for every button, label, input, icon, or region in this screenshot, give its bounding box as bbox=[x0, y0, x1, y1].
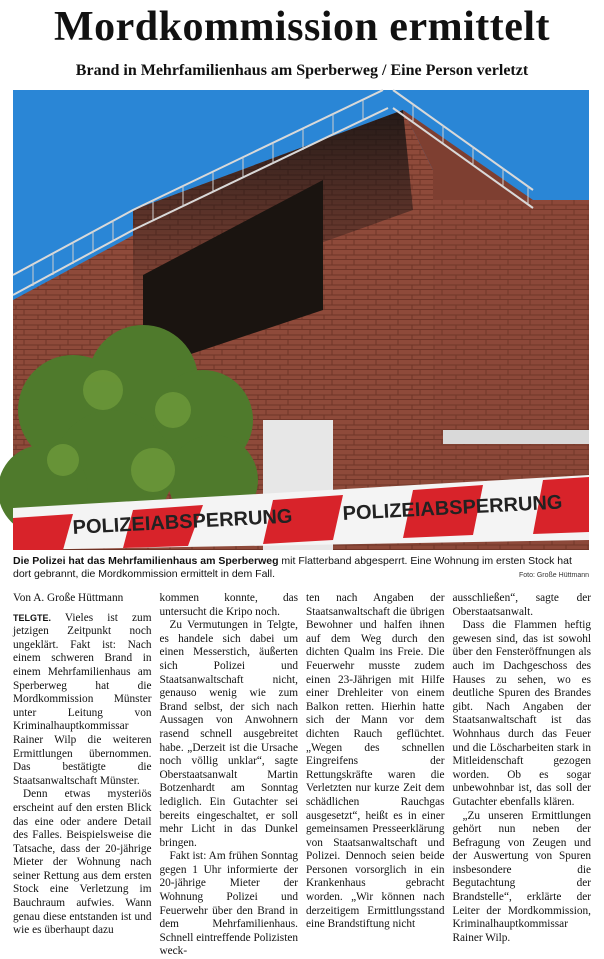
news-photo bbox=[13, 90, 589, 550]
paragraph: Dass die Flammen heftig gewesen sind, das ist sowohl über den Fensteröffnungen als auch im Dachgeschoss des Hauses zu sehen, wo es deutliche Spuren des Brandes gibt. Nach Angaben der Staatsanwaltschaft ist das Wohnhaus durch das Feuer und die Löscharbeiten stark in Mitleidenschaft gezogen worden. Ob es sogar unbewohnbar ist, das soll der Gutachter ebenfalls klären. bbox=[452, 619, 591, 808]
column-4 bbox=[452, 592, 592, 944]
paragraph: Fakt ist: Am frühen Sonntag gegen 1 Uhr informierte der 20-jährige Mieter der Wohnung Polizei und Feuerwehr über den Brand in dem Mehrfamilienhaus. Schnell eintreffende Polizisten weck- bbox=[159, 850, 298, 958]
paragraph: ausschließen“, sagte der Oberstaatsanwalt. bbox=[452, 592, 591, 618]
subheadline: Brand in Mehrfamilienhaus am Sperberweg / Eine Person verletzt bbox=[75, 62, 529, 79]
paragraph: Denn etwas mysteriös erscheint auf den ersten Blick das eine oder andere Detail des Falles. Beispielsweise die Tatsache, dass der 20-jährige Mieter der Wohnung nach seiner Rettung aus dem ersten Stock eine Verletzung im Bauchraum aufwies. Wann genau diese entstanden ist und wie es überhaupt dazu bbox=[13, 788, 152, 937]
tape-text: POLIZEIABSPERRUNG bbox=[72, 505, 293, 539]
byline: Von A. Große Hüttmann bbox=[13, 592, 124, 604]
photo-caption bbox=[13, 555, 589, 581]
caption-bold: Die Polizei hat das Mehrfamilienhaus am Sperberweg bbox=[13, 555, 279, 567]
caption-text: mit Flatterband abgesperrt. Eine Wohnung im ersten Stock hat dort gebrannt, die Mordkommission ermittelt in dem Fall. bbox=[13, 555, 572, 580]
headline: Mordkommission ermittelt bbox=[53, 4, 551, 50]
paragraph bbox=[13, 612, 152, 789]
column-2 bbox=[159, 592, 299, 958]
column-3 bbox=[306, 592, 445, 931]
tape-text-2: POLIZEIABSPERRUNG bbox=[342, 491, 563, 525]
photo-credit: Foto: Große Hüttmann bbox=[518, 572, 589, 579]
paragraph: kommen konnte, das untersucht die Kripo noch. bbox=[159, 592, 298, 618]
dateline: TELGTE. bbox=[13, 612, 51, 623]
paragraph-text: Vieles ist zum jetzigen Zeitpunkt noch ungeklärt. Fakt ist: Nach einem schweren Brand in einem Mehrfamilienhaus am Sperberweg hat die Mordkommission Münster unter Leitung von Kriminalhauptkommissar Rainer Wilp die weiteren Ermittlungen übernommen. Das bestätigte die Staatsanwaltschaft Münster. bbox=[13, 611, 152, 787]
paragraph: „Zu unseren Ermittlungen gehört nun neben der Befragung von Zeugen und der Auswertung von Spuren insbesondere die Begutachtung der Brandstelle“, erklärte der Leiter der Mordkommission, Kriminalhauptkommissar Rainer Wilp. bbox=[452, 809, 591, 944]
burned-house-photo bbox=[13, 90, 589, 550]
column-1 bbox=[13, 592, 152, 937]
article-body bbox=[13, 592, 591, 958]
paragraph: Zu Vermutungen in Telgte, es handele sich dabei um einen Messerstich, äußerten sich Polizei und Staatsanwaltschaft nicht, genauso wenig wie zum Brand selbst, der sich nach Aussagen von Anwohnern rasend schnell ausgebreitet habe. „Derzeit ist die Ursache noch völlig unklar“, sagte Oberstaatsanwalt Martin Botzenhardt am Sonntag lediglich. Ein Gutachter sei bereits eingeschaltet, er soll mehr Licht in das Dunkel bringen. bbox=[159, 619, 298, 849]
paragraph: ten nach Angaben der Staatsanwaltschaft die übrigen Bewohner und halfen ihnen auf dem Weg durch den dichten Qualm ins Freie. Die Feuerwehr musste zudem einen 23-Jährigen mit Hilfe einer Drehleiter von einem Balkon retten. Hierhin hatte sich der Mann vor dem dichten Rauch geflüchtet. „Wegen des schnellen Eingreifens der Rettungskräfte waren die Verletzten nur kurze Zeit dem schädlichen Rauchgas ausgesetzt“, heißt es in einer gemeinsamen Presseerklärung von Staatsanwaltschaft und Polizei. Dennoch seien beide Personen vorsorglich in ein Krankenhaus gebracht worden. „Wir können nach derzeitigem Ermittlungsstand eine Brandstiftung nicht bbox=[306, 592, 445, 931]
